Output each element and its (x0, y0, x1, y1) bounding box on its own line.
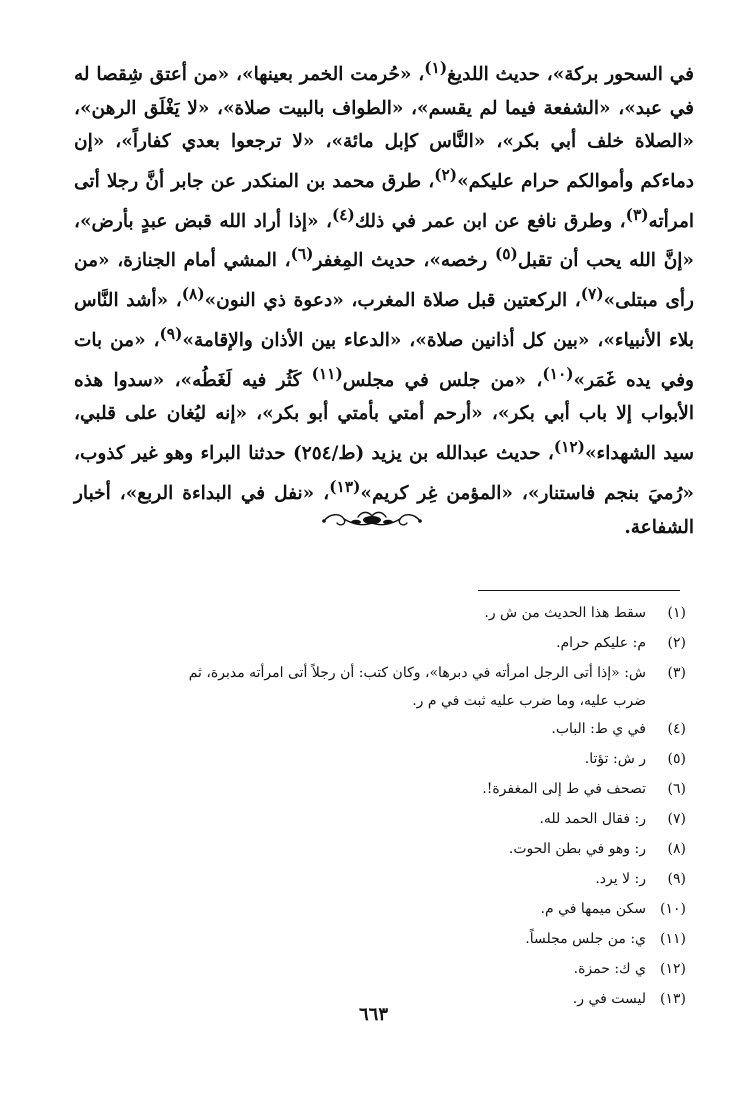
footnote-divider (478, 590, 680, 591)
footnote-text: في ي ط: الباب. (551, 721, 646, 737)
text-segment: ، «من بات وفي يده غَمَر» (74, 330, 694, 391)
footnote-ref: (٢) (434, 165, 458, 184)
text-segment: ، الركعتين قبل صلاة المغرب، «دعوة ذي النون» (204, 290, 581, 312)
footnote (74, 864, 686, 894)
footnote (74, 894, 686, 924)
text-segment: ، طرق محمد بن المنكدر عن جابر أنَّ رجلا أتى امرأته (74, 171, 694, 232)
footnote-ref: (١٢) (553, 438, 585, 457)
footnote-number: (١١) (660, 931, 686, 947)
text-segment: ، «إذا أراد الله قبض عبدٍ بأرض»، «إنَّ الله يحب أن تقبل (74, 210, 694, 272)
footnote-number: (٤) (667, 721, 686, 737)
text-segment: ، «من جلس في مجلس (342, 369, 543, 391)
footnote (74, 954, 686, 984)
footnote (74, 774, 686, 804)
footnote (74, 924, 686, 954)
footnote-ref: (٤) (331, 205, 355, 224)
footnote-number: (٧) (667, 811, 686, 827)
footnote-text: ر: لا يرد. (595, 871, 646, 887)
footnote-number: (٢) (667, 635, 686, 651)
page-number: ٦٦٣ (358, 1004, 388, 1025)
footnote (74, 598, 686, 628)
footnote-text-continuation: ضرب عليه، وما ضرب عليه ثبت في م ر. (412, 693, 646, 709)
footnote-text: ر: وهو في بطن الحوت. (508, 841, 646, 857)
footnote-text: ر: فقال الحمد لله. (539, 811, 646, 827)
footnote-text: ر ش: تؤتا. (584, 751, 646, 767)
footnote-text: سكن ميمها في م. (540, 901, 646, 917)
footnote-number: (١٢) (660, 961, 686, 977)
footnote-ref: (٩) (159, 324, 183, 343)
footnote (74, 744, 686, 774)
floral-divider-icon (318, 505, 426, 533)
footnote (74, 628, 686, 658)
text-segment: ، حديث عبدالله بن يزيد (ط/٢٥٤) حدثنا البراء وهو غير كذوب، «رُميَ بنجم فاستنار»، «المؤمن غِر كريم» (74, 443, 694, 504)
footnote-text: ش: «إذا أتى الرجل امرأته في دبرها»، وكان كتب: أن رجلاً أتى امرأته مدبرة، ثم (188, 665, 646, 681)
text-segment: ، المشي أمام الجنازة، «من رأى مبتلى» (74, 250, 694, 312)
footnote-number: (١٠) (660, 901, 686, 917)
text-segment: ، «حُرمت الخمر بعينها»، «من أعتق شِقصا له في عبد»، «الشفعة فيما لم يقسم»، «الطواف بالبيت صلاة»، «لا يَغْلَق الرهن»، «الصلاة خلف أبي بكر»، «النَّاس كإبل مائة»، «لا ترجعوا بعدي كفاراً»، «إن دماءكم وأموالكم حرام عليكم» (74, 64, 694, 193)
footnote-text: ي ك: حمزة. (573, 961, 646, 977)
footnotes (74, 598, 686, 1014)
footnote (74, 658, 686, 714)
text-segment: في السحور بركة»، حديث اللديغ (447, 64, 694, 86)
footnote-text: سقط هذا الحديث من ش ر. (484, 605, 646, 621)
text-segment: رخصه»، حديث المِغفر (313, 250, 495, 272)
footnote-text: ليست في ر. (572, 991, 646, 1007)
footnote-ref: (١) (424, 59, 448, 77)
footnote-ref: (٦) (290, 245, 314, 264)
main-text (74, 52, 694, 544)
footnote-number: (٨) (667, 841, 686, 857)
footnote-number: (٣) (667, 665, 686, 681)
footnote-number: (١٣) (660, 991, 686, 1007)
footnote-number: (٦) (667, 781, 686, 797)
text-segment: ، وطرق نافع عن ابن عمر في ذلك (354, 210, 626, 232)
footnote-text: تصحف في ط إلى المغفرة!. (482, 781, 646, 797)
footnote (74, 834, 686, 864)
footnote-text: م: عليكم حرام. (556, 635, 646, 651)
footnote-ref: (٧) (580, 285, 604, 304)
footnote-ref: (١١) (311, 364, 343, 383)
footnote-ref: (٣) (625, 205, 649, 224)
footnote (74, 804, 686, 834)
text-segment: ، «نفل في البداءة الربع»، أخبار الشفاعة. (74, 482, 694, 538)
text-segment: ، «أشد النَّاس بلاء الأنبياء»، «بين كل أذانين صلاة»، «الدعاء بين الأذان والإقامة» (74, 290, 694, 352)
footnote-ref: (١٠) (542, 364, 574, 383)
footnote-ref: (١٣) (329, 477, 361, 496)
footnote (74, 714, 686, 744)
footnote-ref: (٨) (181, 285, 205, 304)
footnote-number: (١) (667, 605, 686, 621)
footnote-number: (٩) (667, 871, 686, 887)
footnote-number: (٥) (667, 751, 686, 767)
footnote-ref: (٥) (494, 245, 518, 264)
footnote-text: ي: من جلس مجلساً. (525, 931, 646, 947)
text-segment: كَثُر فيه لَغَطُه»، «سدوا هذه الأبواب إلا باب أبي بكر»، «أرحم أمتي بأمتي أبو بكر»، «إنه ليُغان على قلبي، سيد الشهداء» (74, 369, 694, 465)
